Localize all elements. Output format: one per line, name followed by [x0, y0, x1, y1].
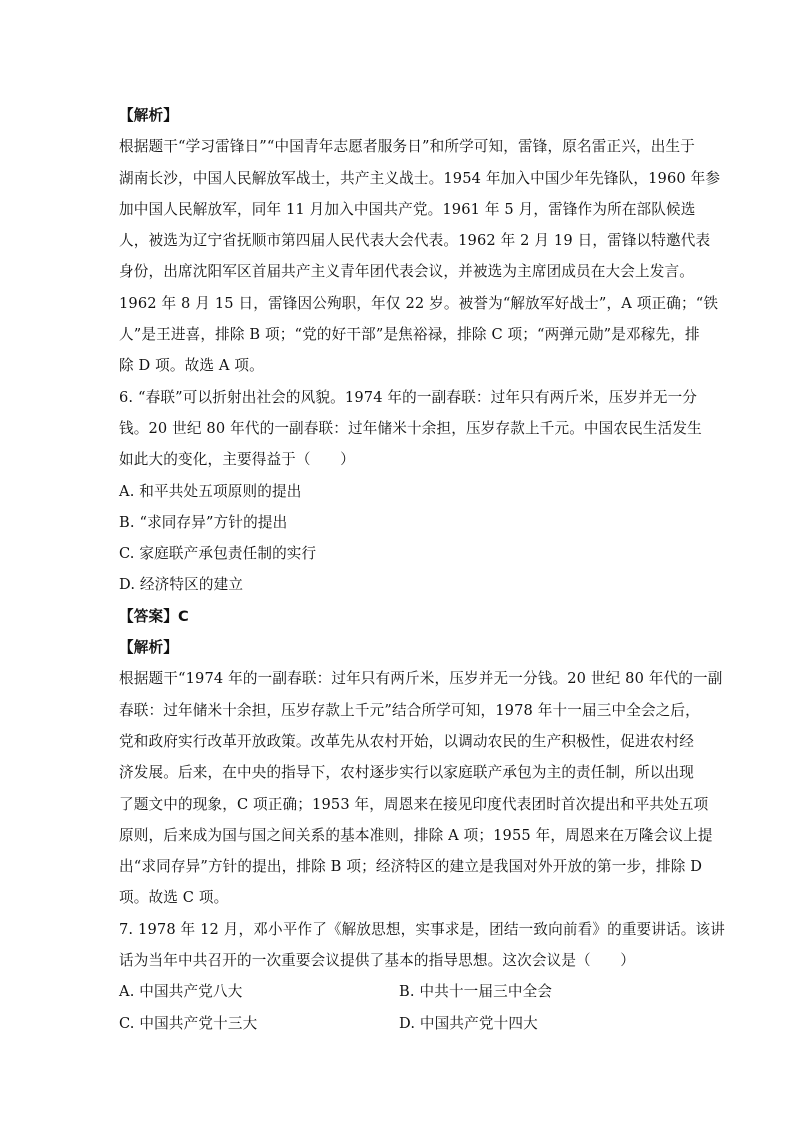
question-6-analysis-line: 济发展。后来，在中央的指导下，农村逐步实行以家庭联产承包为主的责任制，所以出现 — [119, 764, 695, 782]
analysis-line: 根据题干“学习雷锋日”“中国青年志愿者服务日”和所学可知，雷锋，原名雷正兴，出生于 — [119, 138, 695, 156]
question-7-options-row — [119, 976, 679, 1007]
question-7-stem: 7. 1978 年 12 月，邓小平作了《解放思想，实事求是，团结一致向前看》的重要讲话。该讲 — [119, 920, 726, 938]
analysis-line: 人”是王进喜，排除 B 项；“党的好干部”是焦裕禄，排除 C 项；“两弹元勋”是邓稼先，排 — [119, 326, 700, 344]
analysis-line: 加中国人民解放军，同年 11 月加入中国共产党。1961 年 5 月，雷锋作为所在部队候选 — [119, 200, 696, 218]
question-7-option-c: C. 中国共产党十三大 — [119, 1014, 258, 1032]
question-6-analysis-heading: 【解析】 — [119, 639, 178, 657]
question-7-stem: 话为当年中共召开的一次重要会议提供了基本的指导思想。这次会议是（ ） — [119, 952, 636, 970]
question-7-option-a: A. 中国共产党八大 — [119, 983, 243, 1001]
question-6-option-b: B. “求同存异”方针的提出 — [119, 513, 288, 531]
analysis-line: 1962 年 8 月 15 日，雷锋因公殉职，年仅 22 岁。被誉为“解放军好战士”，A 项正确；“铁 — [119, 294, 719, 312]
question-6-stem: 6. “春联”可以折射出社会的风貌。1974 年的一副春联：过年只有两斤米，压岁并无一分 — [119, 388, 698, 406]
question-6-analysis-line: 项。故选 C 项。 — [119, 889, 229, 907]
question-6-analysis-line: 根据题干“1974 年的一副春联：过年只有两斤米，压岁并无一分钱。20 世纪 80 年代的一副 — [119, 670, 723, 688]
question-6-option-d: D. 经济特区的建立 — [119, 576, 244, 594]
analysis-heading: 【解析】 — [119, 107, 178, 124]
question-6-option-a: A. 和平共处五项原则的提出 — [119, 482, 302, 500]
question-6-analysis-line: 原则，后来成为国与国之间关系的基本准则，排除 A 项；1955 年，周恩来在万隆会议上提 — [119, 826, 713, 844]
question-7-option-b: B. 中共十一届三中全会 — [399, 983, 553, 1001]
analysis-line: 除 D 项。故选 A 项。 — [119, 357, 264, 375]
document-page — [119, 100, 726, 1039]
question-7-options-row — [119, 1008, 679, 1039]
question-6-analysis-line: 党和政府实行改革开放政策。改革先从农村开始，以调动农民的生产积极性，促进农村经 — [119, 732, 695, 750]
analysis-line: 身份，出席沈阳军区首届共产主义青年团代表会议，并被选为主席团成员在大会上发言。 — [119, 263, 695, 281]
question-6-answer: 【答案】C — [119, 607, 189, 625]
question-7-option-d: D. 中国共产党十四大 — [399, 1014, 538, 1032]
question-6-option-c: C. 家庭联产承包责任制的实行 — [119, 545, 317, 563]
question-6-analysis-line: 春联：过年储米十余担，压岁存款上千元”结合所学可知，1978 年十一届三中全会之后， — [119, 701, 700, 719]
question-6-analysis-line: 了题文中的现象，C 项正确；1953 年，周恩来在接见印度代表团时首次提出和平共处五项 — [119, 795, 709, 813]
analysis-line: 湖南长沙，中国人民解放军战士，共产主义战士。1954 年加入中国少年先锋队，1960 年参 — [119, 169, 721, 187]
question-6-stem: 如此大的变化，主要得益于（ ） — [119, 451, 355, 469]
question-6-analysis-line: 出“求同存异”方针的提出，排除 B 项；经济特区的建立是我国对外开放的第一步，排除 D — [119, 858, 703, 876]
question-6-stem: 钱。20 世纪 80 年代的一副春联：过年储米十余担，压岁存款上千元。中国农民生活发生 — [119, 419, 702, 437]
analysis-line: 人，被选为辽宁省抚顺市第四届人民代表大会代表。1962 年 2 月 19 日，雷锋以特邀代表 — [119, 232, 711, 250]
